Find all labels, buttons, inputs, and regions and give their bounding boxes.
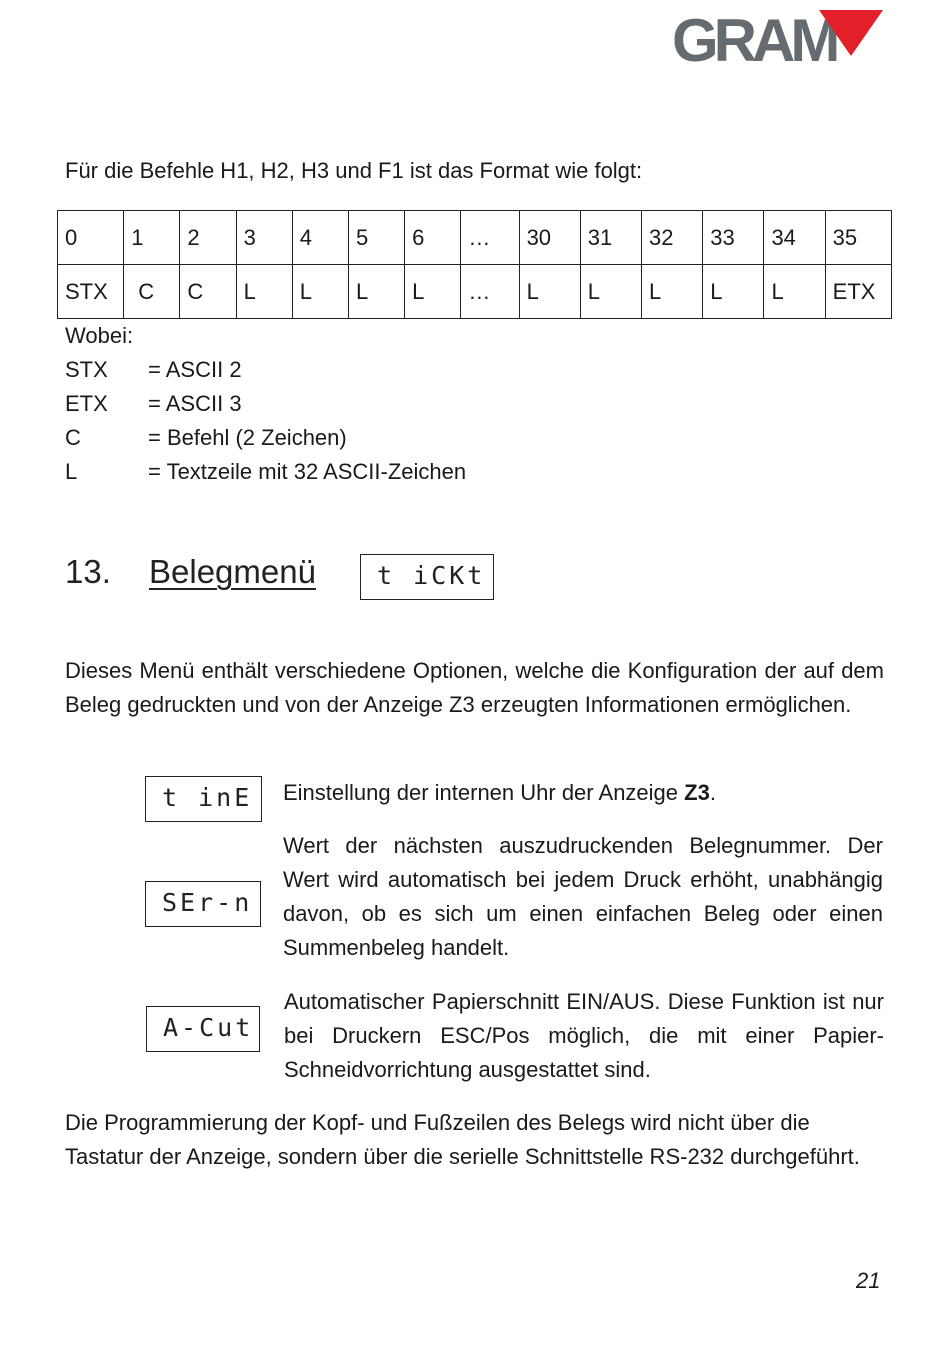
option-time-text xyxy=(283,776,883,810)
table-cell: 2 xyxy=(180,211,236,265)
definition-item xyxy=(65,353,242,387)
table-cell: L xyxy=(236,265,292,319)
definition-value: = ASCII 2 xyxy=(148,357,242,382)
definition-key: C xyxy=(65,425,81,450)
table-cell: C xyxy=(180,265,236,319)
format-table xyxy=(57,210,892,319)
table-cell: 33 xyxy=(703,211,764,265)
definition-item xyxy=(65,387,242,421)
option-serial-text: Wert der nächsten auszudruckenden Belegnummer. Der Wert wird automatisch bei jedem Druck erhöht, unabhängig davon, ob es sich um einen einfachen Beleg oder einen Summenbeleg handelt. xyxy=(283,833,883,960)
table-cell: 30 xyxy=(519,211,580,265)
table-cell: 5 xyxy=(348,211,404,265)
table-cell: 6 xyxy=(405,211,461,265)
option-text: Einstellung der internen Uhr der Anzeige xyxy=(283,780,685,805)
definition-value: = Befehl (2 Zeichen) xyxy=(148,425,347,450)
definition-key: STX xyxy=(65,357,108,382)
table-cell: 34 xyxy=(764,211,825,265)
section-number: 13. xyxy=(65,553,111,590)
intro-text: Für die Befehle H1, H2, H3 und F1 ist das Format wie folgt: xyxy=(65,158,643,183)
definition-key: L xyxy=(65,459,78,484)
definition-key: ETX xyxy=(65,391,108,416)
option-autocut-text: Automatischer Papierschnitt EIN/AUS. Diese Funktion ist nur bei Druckern ESC/Pos möglich, die mit einer Papier-Schneidvorrichtung ausgestattet sind. xyxy=(284,989,884,1082)
section-description: Dieses Menü enthält verschiedene Optionen, welche die Konfiguration der auf dem Beleg gedruckten und von der Anzeige Z3 erzeugten Informationen ermöglichen. xyxy=(65,658,884,717)
table-cell: ETX xyxy=(825,265,891,319)
section-heading xyxy=(65,553,316,591)
definition-item xyxy=(65,421,347,455)
table-cell: L xyxy=(519,265,580,319)
display-ticket: t iCKt xyxy=(360,554,494,600)
logo-text: GRAM xyxy=(672,7,836,74)
table-cell: 0 xyxy=(58,211,124,265)
table-cell: L xyxy=(580,265,641,319)
table-cell: L xyxy=(764,265,825,319)
table-cell: L xyxy=(703,265,764,319)
table-cell: L xyxy=(642,265,703,319)
display-time: t inE xyxy=(145,776,262,822)
page-number: 21 xyxy=(856,1268,881,1293)
table-cell: 35 xyxy=(825,211,891,265)
table-cell: 31 xyxy=(580,211,641,265)
section-title: Belegmenü xyxy=(149,553,316,590)
table-cell: … xyxy=(461,211,519,265)
table-cell: 1 xyxy=(124,211,180,265)
definition-value: = Textzeile mit 32 ASCII-Zeichen xyxy=(148,459,467,484)
table-row-content xyxy=(58,265,892,319)
table-cell: … xyxy=(461,265,519,319)
definitions-header: Wobei: xyxy=(65,323,134,348)
table-cell: 4 xyxy=(292,211,348,265)
table-cell: C xyxy=(124,265,180,319)
option-text: . xyxy=(709,780,716,805)
definition-value: = ASCII 3 xyxy=(148,391,242,416)
table-cell: L xyxy=(405,265,461,319)
gram-logo xyxy=(672,8,887,74)
table-row-positions xyxy=(58,211,892,265)
table-cell: 32 xyxy=(642,211,703,265)
table-cell: L xyxy=(348,265,404,319)
display-serial-number: SEr-n xyxy=(145,881,261,927)
logo-triangle-icon xyxy=(819,8,883,58)
table-cell: L xyxy=(292,265,348,319)
table-cell: STX xyxy=(58,265,124,319)
definition-item xyxy=(65,455,466,489)
display-auto-cut: A-Cut xyxy=(146,1006,260,1052)
option-text-bold: Z3 xyxy=(684,780,710,805)
table-cell: 3 xyxy=(236,211,292,265)
footer-paragraph: Die Programmierung der Kopf- und Fußzeilen des Belegs wird nicht über die Tastatur der Anzeige, sondern über die serielle Schnittstelle RS-232 durchgeführt. xyxy=(65,1110,860,1169)
